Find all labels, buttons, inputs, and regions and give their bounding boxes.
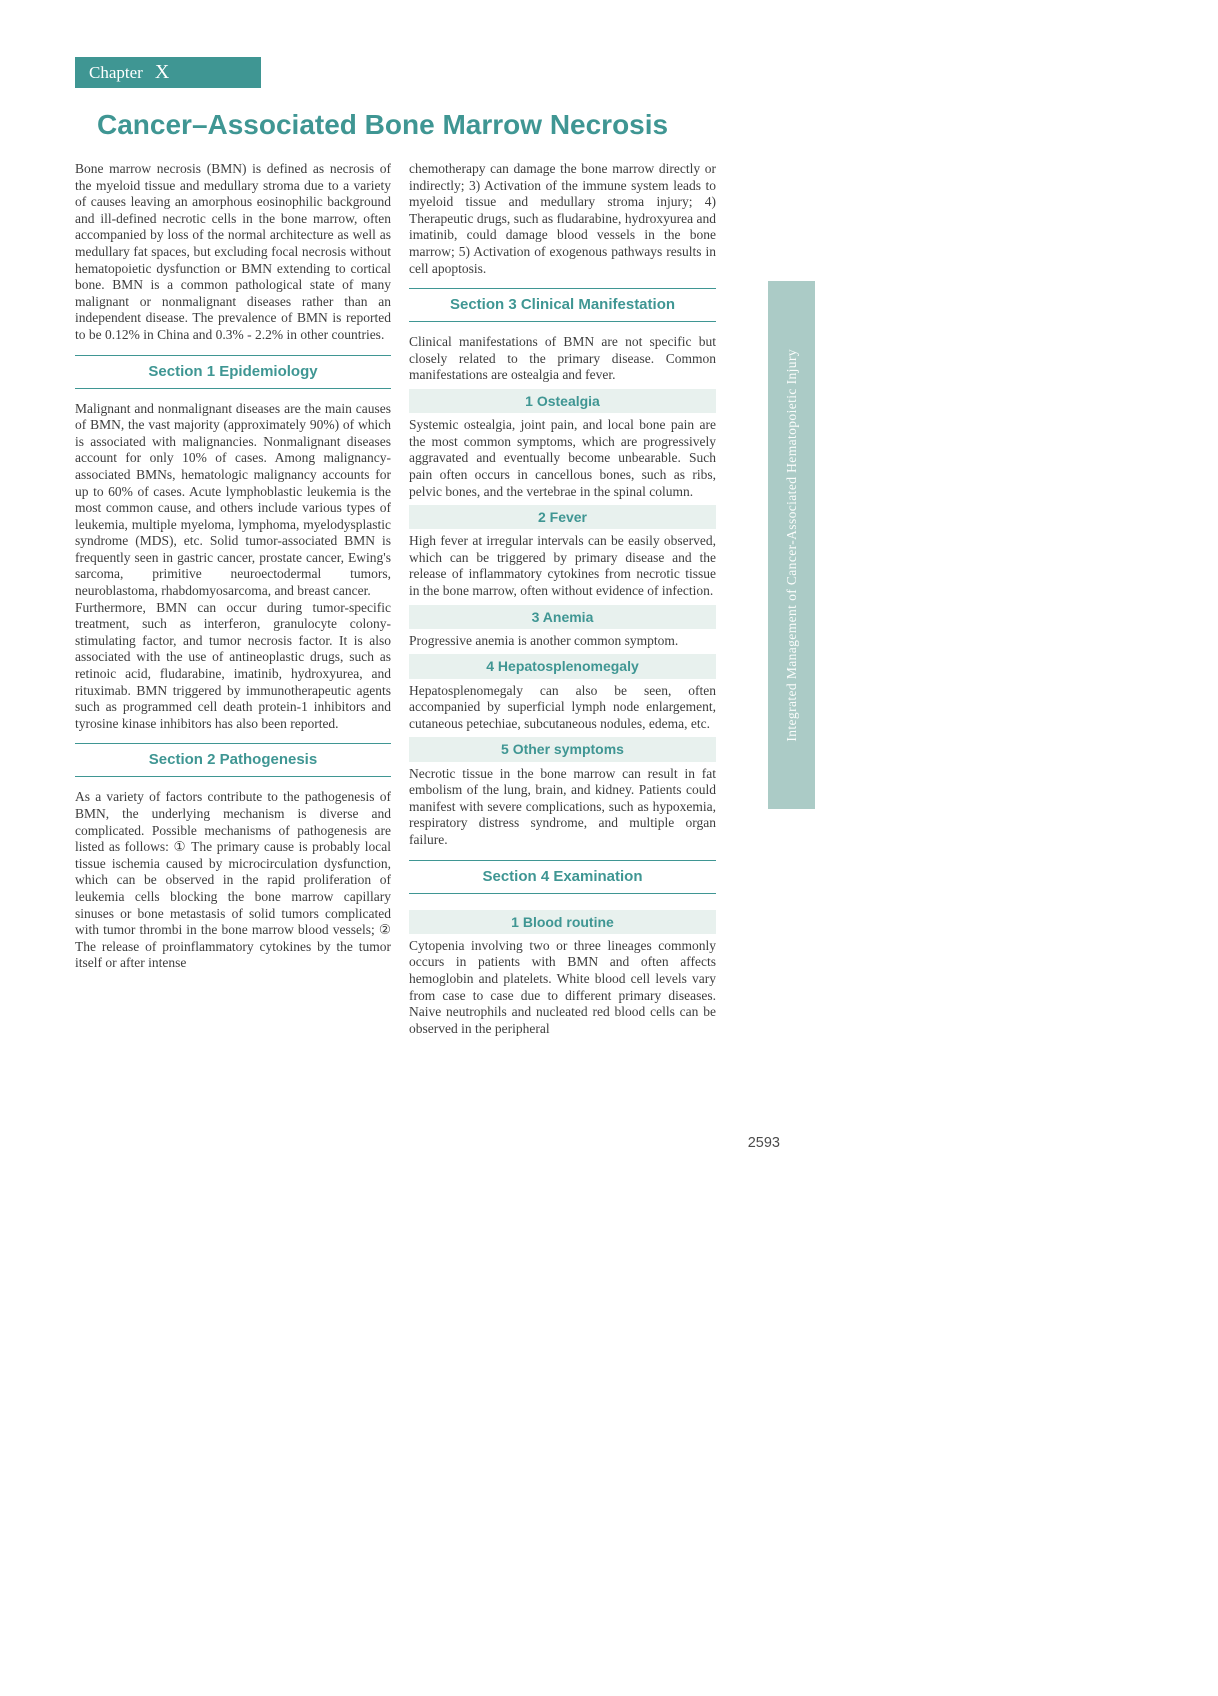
sidebar-banner-text: Integrated Management of Cancer-Associated Hematopoietic Injury [783,348,799,742]
section-4-heading: Section 4 Examination [409,860,716,894]
left-column [75,161,391,972]
subsection-anemia-heading: 3 Anemia [409,605,716,629]
chapter-label: Chapter [89,62,143,82]
page-number: 2593 [747,1135,780,1151]
subsection-ostealgia-paragraph: Systemic ostealgia, joint pain, and local bone pain are the most common symptoms, which are progressively aggravated and eventually become unbearable. Such pain often occurs in cancellous bones, such as ribs, pelvic bones, and the vertebrae in the spinal column. [409,417,716,499]
right-column [409,161,716,1037]
section-2-heading: Section 2 Pathogenesis [75,743,391,777]
subsection-hepatosplenomegaly-heading: 4 Hepatosplenomegaly [409,654,716,678]
chapter-number: X [154,61,170,83]
subsection-other-symptoms-heading: 5 Other symptoms [409,737,716,761]
section-3-heading: Section 3 Clinical Manifestation [409,288,716,322]
section-1-paragraph-2: Furthermore, BMN can occur during tumor-specific treatment, such as interferon, granulocyte colony-stimulating factor, and tumor necrosis factor. It is also associated with the use of antineoplastic drugs, such as retinoic acid, fludarabine, imatinib, hydroxyurea, and rituximab. BMN triggered by immunotherapeutic agents such as programmed cell death protein-1 inhibitors and tyrosine kinase inhibitors has also been reported. [75,599,391,731]
subsection-hepatosplenomegaly-paragraph: Hepatosplenomegaly can also be seen, often accompanied by superficial lymph node enlargement, cutaneous petechiae, subcutaneous nodules, edema, etc. [409,682,716,731]
section-2-continued-paragraph: chemotherapy can damage the bone marrow directly or indirectly; 3) Activation of the immune system leads to myeloid tissue and medullary stroma injury; 4) Therapeutic drugs, such as fludarabine, hydroxyurea and imatinib, could damage blood vessels in the bone marrow; 5) Activation of exogenous pathways results in cell apoptosis. [409,161,716,276]
subsection-anemia-paragraph: Progressive anemia is another common symptom. [409,632,679,648]
subsection-blood-routine-heading: 1 Blood routine [409,910,716,934]
subsection-other-symptoms-paragraph: Necrotic tissue in the bone marrow can result in fat embolism of the lung, brain, and kidney. Patients could manifest with severe complications, such as hypoxemia, respiratory distress syndrome, and multiple organ failure. [409,765,716,847]
section-2-paragraph: As a variety of factors contribute to the pathogenesis of BMN, the underlying mechanism is diverse and complicated. Possible mechanisms of pathogenesis are listed as follows: ① The primary cause is probably local tissue ischemia caused by microcirculation dysfunction, which can be observed in the rapid proliferation of leukemia cells blocking the bone marrow capillary sinuses or bone metastasis of solid tumors complicated with tumor thrombi in the bone marrow blood vessels; ② The release of proinflammatory cytokines by the tumor itself or after intense [75,789,391,971]
section-1-paragraph-1: Malignant and nonmalignant diseases are the main causes of BMN, the vast majority (approximately 90%) of which is associated with malignancies. Nonmalignant diseases account for only 10% of cases. Among malignancy-associated BMNs, hematologic malignancy accounts for up to 60% of cases. Acute lymphoblastic leukemia is the most common cause, and others include various types of leukemia, multiple myeloma, lymphoma, myelodysplastic syndrome (MDS), etc. Solid tumor-associated BMN is frequently seen in gastric cancer, prostate cancer, Ewing's sarcoma, primitive neuroectodermal tumors, neuroblastoma, rhabdomyosarcoma, and breast cancer. [75,400,391,599]
subsection-fever-heading: 2 Fever [409,505,716,529]
section-3-intro-paragraph: Clinical manifestations of BMN are not specific but closely related to the primary disease. Common manifestations are ostealgia and fever. [409,334,716,383]
page-title: Cancer–Associated Bone Marrow Necrosis [97,108,669,140]
subsection-fever-paragraph: High fever at irregular intervals can be easily observed, which can be triggered by primary disease and the release of inflammatory cytokines from necrotic tissue in the bone marrow, often without evidence of infection. [409,533,716,599]
subsection-blood-routine-paragraph: Cytopenia involving two or three lineages commonly occurs in patients with BMN and often affects hemoglobin and platelets. White blood cell levels vary from case to case due to different primary diseases. Naive neutrophils and nucleated red blood cells can be observed in the peripheral [409,937,716,1036]
section-1-heading: Section 1 Epidemiology [75,355,391,389]
subsection-ostealgia-heading: 1 Ostealgia [409,389,716,413]
intro-paragraph: Bone marrow necrosis (BMN) is defined as necrosis of the myeloid tissue and medullary stroma due to a variety of causes leaving an amorphous eosinophilic background and ill-defined necrotic cells in the bone marrow, often accompanied by loss of the normal architecture as well as medullary fat spaces, but excluding focal necrosis without hematopoietic dysfunction or BMN extending to cortical bone. BMN is a common pathological state of many malignant or nonmalignant diseases rather than an independent disease. The prevalence of BMN is reported to be 0.12% in China and 0.3% - 2.2% in other countries. [75,161,391,342]
sidebar-banner [768,281,815,809]
chapter-badge [75,57,261,88]
